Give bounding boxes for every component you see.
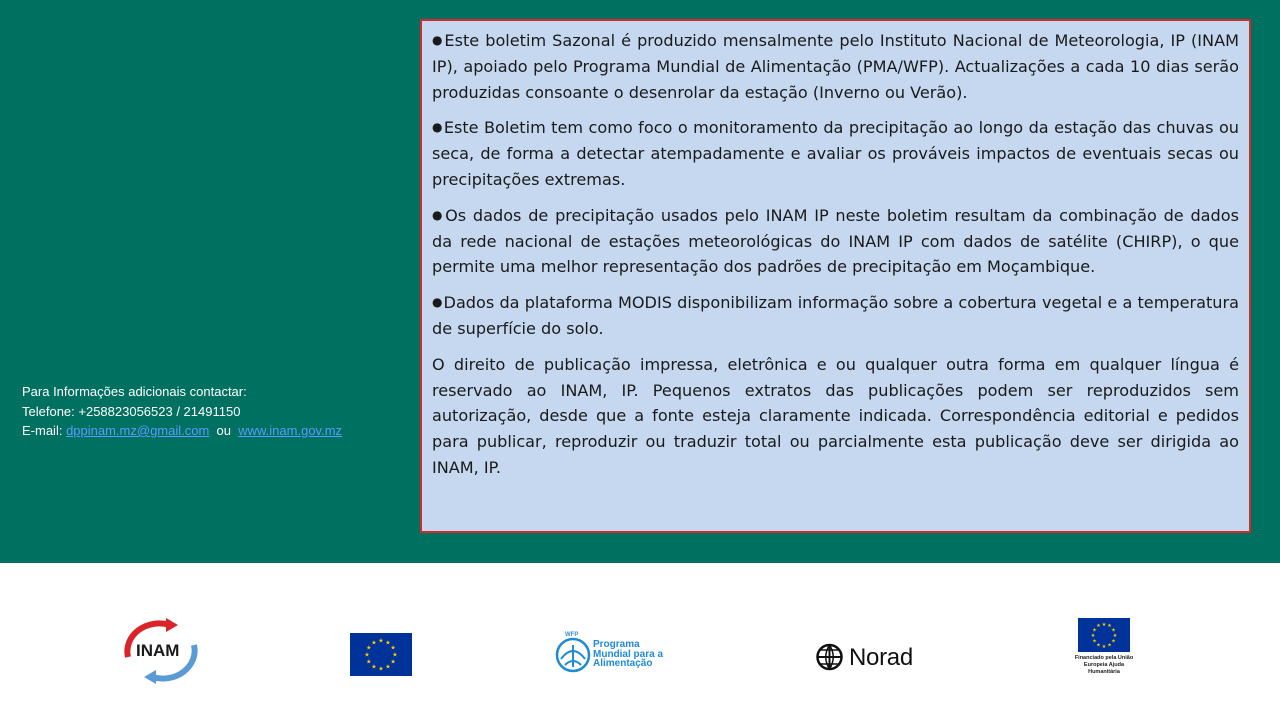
info-paragraph-text: Este Boletim tem como foco o monitoramento da precipitação ao longo da estação das chuvas ou seca, de forma a detectar atempadamente e avaliar os prováveis impactos de eventuais secas ou precipitações extremas. — [432, 118, 1239, 189]
echo-eu-flag-icon — [1078, 618, 1130, 652]
eu-star-icon: ★ — [390, 644, 396, 652]
eu-flag-icon — [350, 633, 412, 676]
copyright-paragraph — [432, 352, 1239, 481]
contact-phone: Telefone: +258823056523 / 21491150 — [22, 403, 241, 419]
eu-star-icon: ★ — [1092, 627, 1097, 634]
eu-star-icon: ★ — [1090, 632, 1096, 639]
bulletin-info-box — [420, 19, 1251, 533]
eu-star-icon: ★ — [1096, 642, 1101, 649]
eu-star-icon: ★ — [366, 644, 372, 652]
bullet-icon: ● — [432, 33, 444, 47]
contact-separator: ou — [209, 423, 239, 438]
inam-logo-text: INAM — [136, 641, 180, 660]
eu-star-icon: ★ — [378, 665, 384, 673]
eu-star-icon: ★ — [1107, 623, 1112, 630]
contact-email-line — [22, 421, 402, 441]
bullet-icon: ● — [432, 120, 443, 135]
eu-star-icon: ★ — [364, 651, 370, 659]
wfp-logo — [555, 632, 675, 678]
eu-star-icon: ★ — [1111, 638, 1116, 645]
norad-globe-emblem-icon — [816, 636, 843, 678]
eu-star-icon: ★ — [371, 639, 377, 647]
inam-logo — [118, 617, 204, 685]
bullet-icon: ● — [432, 207, 445, 222]
copyright-text: O direito de publicação impressa, eletrônica e ou qualquer outra forma em qualquer língua é reservado ao INAM, IP. Pequenos extratos das publicações podem ser reproduzidos sem autorização, desde que a fonte esteja claramente indicada. Correspondência editorial e pedidos para publicar, reproduzir ou traduzir total ou parcialmente esta publicação deve ser dirigida ao INAM, IP. — [432, 354, 1239, 477]
info-paragraph — [432, 115, 1239, 192]
contact-heading: Para Informações adicionais contactar: — [22, 384, 247, 399]
eu-star-icon: ★ — [1096, 623, 1101, 630]
norad-logo-text: Norad — [849, 644, 913, 671]
echo-logo — [1070, 617, 1138, 683]
info-paragraph-text: Dados da plataforma MODIS disponibilizam informação sobre a cobertura vegetal e a temperatura de superfície do solo. — [432, 293, 1239, 338]
info-paragraph-text: Este boletim Sazonal é produzido mensalmente pelo Instituto Nacional de Meteorologia, IP (INAM IP), apoiado pelo Programa Mundial de Alimentação (PMA/WFP). Actualizações a cada 10 dias serão produzidas consoante o desenrolar da estação (Inverno ou Verão). — [432, 31, 1239, 102]
wfp-name: Programa Mundial para a Alimentação — [593, 639, 664, 669]
echo-caption: Financiado pela União Europeia Ajuda Humanitária — [1074, 655, 1134, 675]
eu-star-icon: ★ — [366, 658, 372, 666]
eu-star-icon: ★ — [1101, 643, 1107, 650]
info-paragraph — [432, 290, 1239, 342]
eu-star-icon: ★ — [385, 663, 391, 671]
eu-star-icon: ★ — [1112, 632, 1118, 639]
wfp-emblem-icon — [555, 637, 591, 673]
eu-star-icon: ★ — [385, 639, 391, 647]
eu-star-icon: ★ — [1111, 627, 1116, 634]
bullet-icon: ● — [432, 295, 443, 310]
eu-star-icon: ★ — [1107, 642, 1112, 649]
eu-star-icon: ★ — [1092, 638, 1097, 645]
website-link[interactable]: www.inam.gov.mz — [238, 423, 343, 438]
eu-star-icon: ★ — [392, 651, 398, 659]
eu-star-icon: ★ — [371, 663, 377, 671]
eu-star-icon: ★ — [390, 658, 396, 666]
email-link[interactable]: dppinam.mz@gmail.com — [66, 423, 210, 438]
eu-star-icon: ★ — [1101, 621, 1107, 628]
norad-logo — [816, 635, 920, 679]
wfp-acronym: WFP — [565, 632, 579, 638]
eu-star-icon: ★ — [378, 637, 384, 645]
email-label: E-mail: — [22, 423, 67, 438]
contact-info — [22, 382, 402, 441]
info-paragraph-text: Os dados de precipitação usados pelo INAM IP neste boletim resultam da combinação de dados da rede nacional de estações meteorológicas do INAM IP com dados de satélite (CHIRP), o que permite uma melhor representação dos padrões de precipitação em Moçambique. — [432, 205, 1239, 277]
eu-flag-graphic — [350, 633, 412, 676]
info-paragraph — [432, 203, 1239, 280]
info-paragraph — [432, 28, 1239, 105]
